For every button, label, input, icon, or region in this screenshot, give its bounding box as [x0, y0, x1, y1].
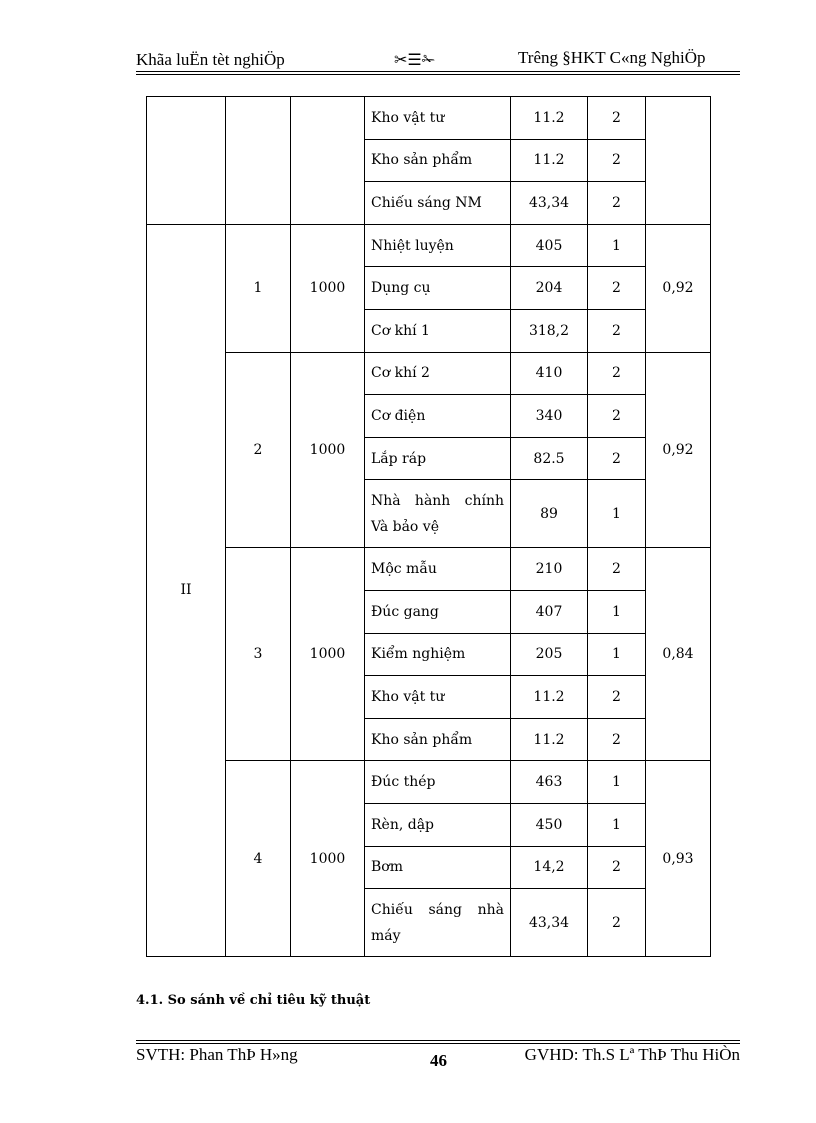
- workshop-name: Cơ khí 2: [365, 352, 511, 395]
- category-value: 2: [588, 437, 646, 480]
- power-value: 407: [511, 590, 588, 633]
- workshop-name: Kho sản phẩm: [365, 139, 511, 182]
- power-value: 340: [511, 395, 588, 438]
- workshop-name: Kho sản phẩm: [365, 718, 511, 761]
- table-row: [147, 352, 711, 395]
- substation-index: 1: [226, 224, 291, 352]
- page-header: [136, 48, 740, 72]
- power-value: 11.2: [511, 97, 588, 140]
- category-value: 2: [588, 139, 646, 182]
- factor-cell: [646, 97, 711, 225]
- workshop-name: Đúc gang: [365, 590, 511, 633]
- power-value: 463: [511, 761, 588, 804]
- substation-index: 4: [226, 761, 291, 957]
- group-label: II: [147, 224, 226, 956]
- header-rule-bottom: [136, 74, 740, 75]
- page-number: 46: [430, 1051, 447, 1070]
- workshop-name: Dụng cụ: [365, 267, 511, 310]
- category-value: 2: [588, 182, 646, 225]
- workshop-name: Đúc thép: [365, 761, 511, 804]
- capacity-cell: [291, 97, 365, 225]
- substation-capacity: 1000: [291, 352, 365, 548]
- category-value: 2: [588, 352, 646, 395]
- table-row: [147, 548, 711, 591]
- power-value: 89: [511, 480, 588, 548]
- substation-capacity: 1000: [291, 548, 365, 761]
- power-value: 11.2: [511, 676, 588, 719]
- workshop-name: Lắp ráp: [365, 437, 511, 480]
- table-row: [147, 761, 711, 804]
- workshop-name: Kho vật tư: [365, 676, 511, 719]
- workshop-name: Rèn, dập: [365, 803, 511, 846]
- header-rule-top: [136, 71, 740, 72]
- category-value: 1: [588, 590, 646, 633]
- category-value: 2: [588, 267, 646, 310]
- category-value: 2: [588, 846, 646, 889]
- workshop-name: Cơ điện: [365, 395, 511, 438]
- footer-rule-top: [136, 1040, 740, 1041]
- power-value: 82.5: [511, 437, 588, 480]
- workshop-name: Chiếu sáng NM: [365, 182, 511, 225]
- category-value: 2: [588, 395, 646, 438]
- index-cell: [226, 97, 291, 225]
- power-value: 410: [511, 352, 588, 395]
- category-value: 2: [588, 676, 646, 719]
- header-university: Trêng §HKT C«ng NghiÖp: [518, 48, 706, 67]
- power-value: 204: [511, 267, 588, 310]
- table-row: [147, 224, 711, 267]
- power-factor: 0,92: [646, 352, 711, 548]
- power-factor: 0,92: [646, 224, 711, 352]
- header-thesis-title: Khãa luËn tèt nghiÖp: [136, 50, 285, 69]
- category-value: 2: [588, 97, 646, 140]
- table-row: [147, 97, 711, 140]
- load-table: [146, 96, 711, 957]
- power-value: 43,34: [511, 182, 588, 225]
- power-value: 318,2: [511, 309, 588, 352]
- category-value: 1: [588, 803, 646, 846]
- substation-index: 3: [226, 548, 291, 761]
- substation-capacity: 1000: [291, 761, 365, 957]
- category-value: 2: [588, 309, 646, 352]
- power-value: 205: [511, 633, 588, 676]
- power-value: 450: [511, 803, 588, 846]
- page-footer: [136, 1043, 740, 1071]
- category-value: 1: [588, 761, 646, 804]
- workshop-name: Chiếu sáng nhà máy: [365, 889, 511, 957]
- header-ornament-icon: ✂☰✁: [394, 52, 436, 69]
- workshop-name: Kho vật tư: [365, 97, 511, 140]
- power-value: 405: [511, 224, 588, 267]
- category-value: 1: [588, 224, 646, 267]
- substation-capacity: 1000: [291, 224, 365, 352]
- workshop-name: Cơ khí 1: [365, 309, 511, 352]
- category-value: 1: [588, 480, 646, 548]
- power-value: 14,2: [511, 846, 588, 889]
- substation-index: 2: [226, 352, 291, 548]
- category-value: 2: [588, 718, 646, 761]
- workshop-name: Kiểm nghiệm: [365, 633, 511, 676]
- section-heading: 4.1. So sánh về chỉ tiêu kỹ thuật: [136, 993, 371, 1008]
- workshop-name: Nhà hành chính Và bảo vệ: [365, 480, 511, 548]
- power-value: 43,34: [511, 889, 588, 957]
- category-value: 2: [588, 548, 646, 591]
- category-value: 2: [588, 889, 646, 957]
- category-value: 1: [588, 633, 646, 676]
- footer-advisor: GVHD: Th.S Lª ThÞ Thu HiÒn: [524, 1045, 740, 1064]
- power-factor: 0,84: [646, 548, 711, 761]
- workshop-name: Bơm: [365, 846, 511, 889]
- group-cell: [147, 97, 226, 225]
- power-value: 11.2: [511, 139, 588, 182]
- footer-student: SVTH: Phan ThÞ H»ng: [136, 1045, 298, 1064]
- workshop-name: Mộc mẫu: [365, 548, 511, 591]
- power-value: 210: [511, 548, 588, 591]
- power-factor: 0,93: [646, 761, 711, 957]
- workshop-name: Nhiệt luyện: [365, 224, 511, 267]
- power-value: 11.2: [511, 718, 588, 761]
